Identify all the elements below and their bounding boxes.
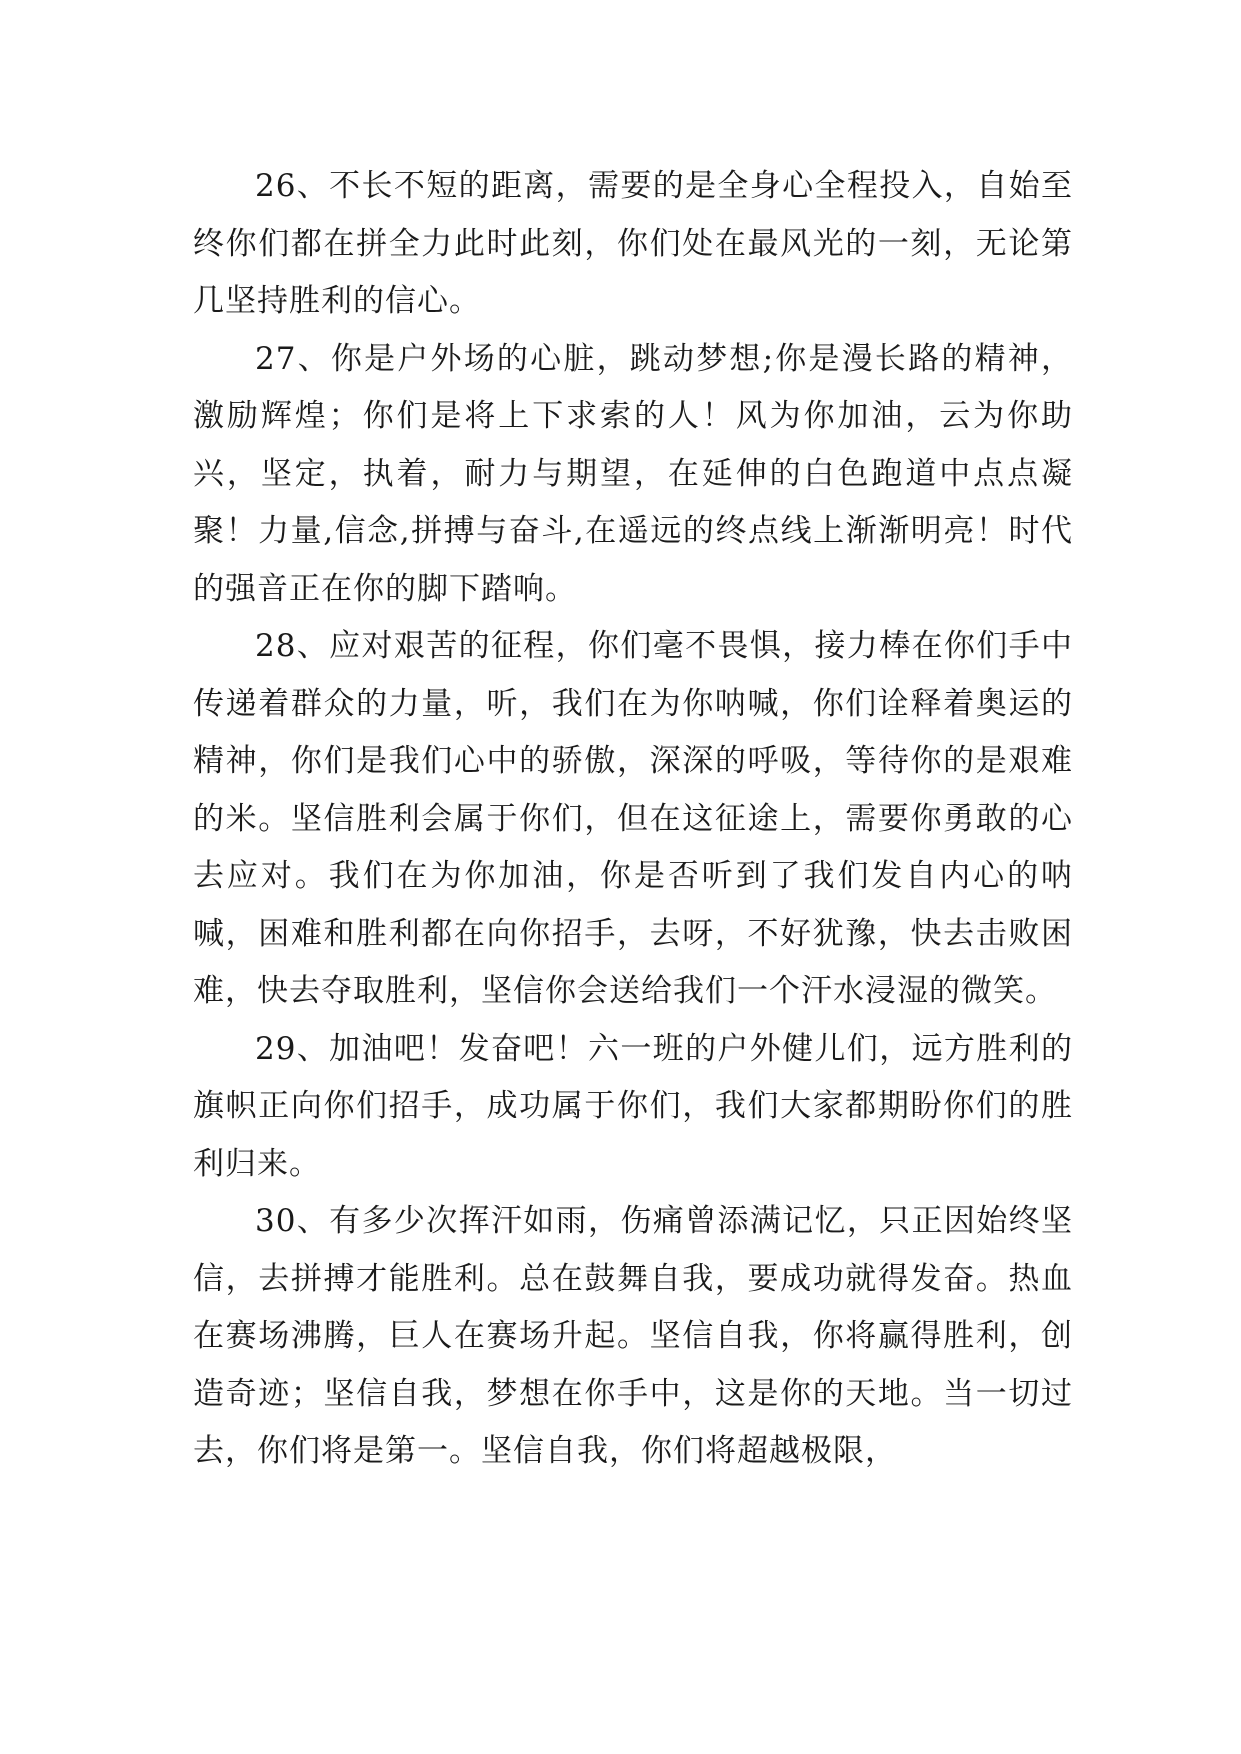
paragraph-29: 29、加油吧！发奋吧！六一班的户外健儿们，远方胜利的旗帜正向你们招手，成功属于你们，我们大家都期盼你们的胜利归来。 bbox=[193, 1030, 1073, 1182]
document-body bbox=[193, 158, 1073, 1481]
paragraph-28: 28、应对艰苦的征程，你们毫不畏惧，接力棒在你们手中传递着群众的力量，听，我们在为你呐喊，你们诠释着奥运的精神，你们是我们心中的骄傲，深深的呼吸，等待你的是艰难的米。坚信胜利会属于你们，但在这征途上，需要你勇敢的心去应对。我们在为你加油，你是否听到了我们发自内心的呐喊，困难和胜利都在向你招手，去呀，不好犹豫，快去击败困难，快去夺取胜利，坚信你会送给我们一个汗水浸湿的微笑。 bbox=[193, 628, 1073, 1009]
paragraph-27: 27、你是户外场的心脏，跳动梦想;你是漫长路的精神，激励辉煌；你们是将上下求索的人！风为你加油，云为你助兴，坚定，执着，耐力与期望，在延伸的白色跑道中点点凝聚！力量,信念,拼搏与奋斗,在遥远的终点线上渐渐明亮！时代的强音正在你的脚下踏响。 bbox=[193, 340, 1073, 607]
paragraph-30: 30、有多少次挥汗如雨，伤痛曾添满记忆，只正因始终坚信，去拼搏才能胜利。总在鼓舞自我，要成功就得发奋。热血在赛场沸腾，巨人在赛场升起。坚信自我，你将赢得胜利，创造奇迹；坚信自我，梦想在你手中，这是你的天地。当一切过去，你们将是第一。坚信自我，你们将超越极限， bbox=[193, 1203, 1073, 1469]
paragraph-26: 26、不长不短的距离，需要的是全身心全程投入，自始至终你们都在拼全力此时此刻，你们处在最风光的一刻，无论第几坚持胜利的信心。 bbox=[193, 168, 1073, 319]
